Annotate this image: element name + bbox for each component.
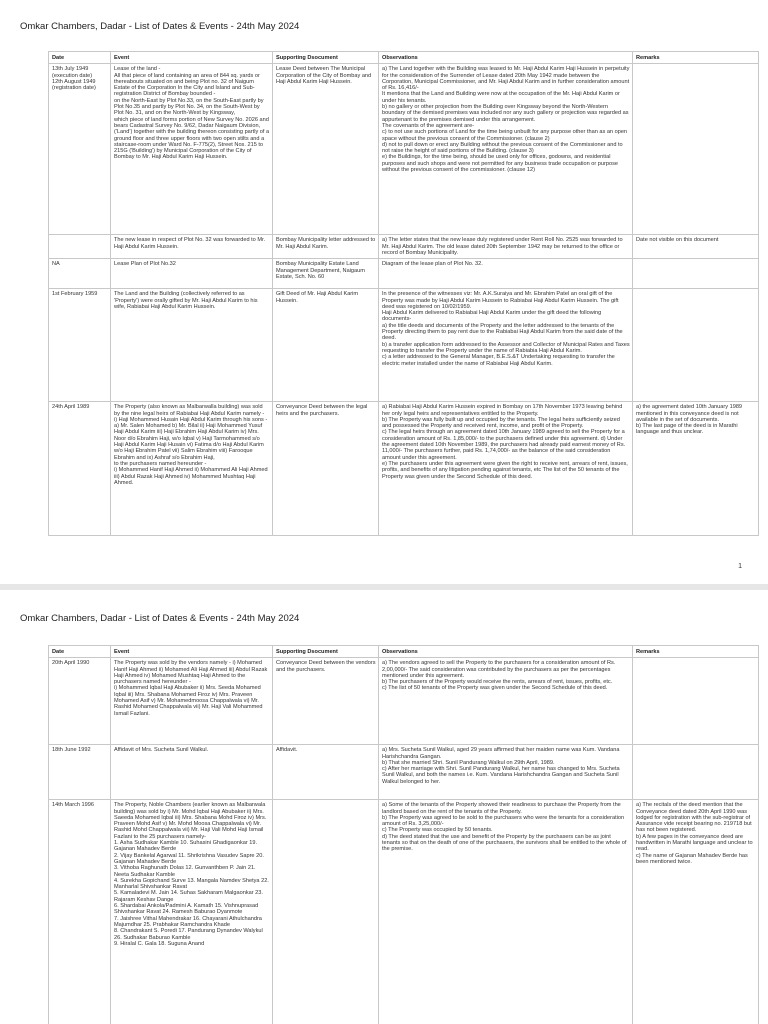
supporting-document-cell: Conveyance Deed between the vendors and the purchasers. — [273, 658, 379, 745]
column-header-date: Date — [49, 646, 111, 658]
observations-cell: a) The letter states that the new lease duly registered under Rent Roll No. 2525 was forwarded to Mr. Haji Abdul Karim. The old lease dated 20th September 1942 may be returned to the office or record of Bombay Municipality. — [379, 235, 633, 259]
remarks-cell — [633, 64, 759, 235]
table-row — [49, 402, 759, 536]
table-header-row — [49, 52, 759, 64]
document-title: Omkar Chambers, Dadar - List of Dates & Events - 24th May 2024 — [20, 613, 300, 624]
table-row — [49, 800, 759, 1024]
date-cell: 18th June 1992 — [49, 745, 111, 800]
remarks-cell: Date not visible on this document — [633, 235, 759, 259]
column-header-event: Event — [111, 52, 273, 64]
event-cell: Lease of the land - All that piece of land containing an area of 844 sq. yards or thereabouts situated on and being Plot no. 32 of Naigum Estate of the Corporation In the City and Island and Sub-registration District of Bombay bounded - on the North-East by Plot No.33, on the South-East partly by Plot No.35 and partly by Plot No. 34, on the South-West by Plot No. 31, and on the North-West by Kingsway, which piece of land forms portion of New Survey No. 2026 and bears Cadastral Survey No. 9/62, Dadar Naigaum Division, ('Land') together with the building thereon consisting partly of a ground floor and three upper floors with two open stilts and a staircase-room under Ward No. F-775(2), Street Nos. 215 to 215G ('Building') by Municipal Corporation of the City of Bombay to Mr. Haji Abdul Karim Haji Hussein. — [111, 64, 273, 235]
page-number: 1 — [738, 563, 742, 570]
event-cell: The Property, Noble Chambers (earlier known as Malbarwala building) was sold by i) Mr. Mohd Iqbal Haji Abubaker ii) Mrs. Saeeda Mohamed Iqbal iii) Mrs. Shabana Mohd Firoz iv) Mrs. Praveen Mohd Asif v) Mr. Mohd Moosa Chappalwala vi) Mr. Rashid Mohd Chappalwala vii) Mr. Haji Vali Mohd Haji Ismail Fazlani to the 25 purchasers namely- 1. Asha Sudhakar Kamble 10. Suhasini Ghadigaonkar 19. Gajanan Mahadev Berde 2. Vijay Bankelal Agarwal 11. Shrikrishna Vasudev Sapre 20. Gajanan Mahadev Berde 3. Vithoba Raghunath Dolas 12. Gunvanthben P. Jain 21. Neeta Sudhakar Kamble 4. Surekha Gopichand Surve 13. Mangala Namdev Shetya 22. Manharlal Shivshankar Ravat 5. Kamaladevi M. Jain 14. Suhas Sakharam Malgaonkar 23. Rajaram Keshav Dange 6. Shardabai Ankola/Padmini A. Kamath 15. Vishnuprasad Shivshankar Ravat 24. Ramesh Baburao Dyanmote 7. Jaishree Vithal Mahendrakar 16. Chayarani Athulchandra Majumdhar 25. Prabhakar Ramchandra Khade 8. Chandrakant S. Poredi 17. Pandurang Dynandev Walykul 26. Sudhakar Baburao Kamble 9. Hiralal C. Gala 18. Suguna Anand — [111, 800, 273, 1024]
column-header-observations: Observations — [379, 52, 633, 64]
event-cell: Lease Plan of Plot No.32 — [111, 259, 273, 289]
observations-cell: a) Mrs. Sucheta Sunil Walkul, aged 29 years affirmed that her maiden name was Kum. Vandana Harishchandra Gangan. b) That she married Shri. Sunil Pandurang Walkul on 29th April, 1989. c) After her marriage with Shri. Sunil Pandurang Walkul, her name has changed to Mrs. Sucheta Sunil Walkul, and both the names i.e. Kum. Vandana Harishchandra Gangan and Sucheta Sunil Walkul belonged to her. — [379, 745, 633, 800]
observations-cell: In the presence of the witnesses viz: Mr. A.K.Suraiya and Mr. Ebrahim Patel an oral gift of the Property was made by Haji Abdul Karim Hussein to Rabiabai Haji Abdul Karim Hussein. The gift deed was registered on 10/02/1959. Haji Abdul Karim delivered to Rabiabai Haji Abdul Karim under the gift deed the following documents- a) the title deeds and documents of the Property and the letter addressed to the tenants of the Property directing them to pay rent due to the Rabiabai Haji Abdul Karim from the said date of the deed. b) a transfer application form addressed to the Assessor and Collector of Municipal Rates and Taxes requesting to transfer the Property under the name of Rabiabia Haji Abdul Karim. c) a letter addressed to the General Manager, B.E.S.&T Undertaking requesting to transfer the electric meter installed under the name of Rabiabai Haji Abdul Karim. — [379, 289, 633, 402]
supporting-document-cell: Lease Deed between The Municipal Corporation of the City of Bombay and Haji Abdul Karim Haji Hussein. — [273, 64, 379, 235]
event-cell: The Land and the Building (collectively referred to as 'Property') were orally gifted by Mr. Haji Abdul Karim to his wife, Rabiabai Haji Abdul Karim Hussein. — [111, 289, 273, 402]
remarks-cell — [633, 745, 759, 800]
remarks-cell: a) The recitals of the deed mention that the Conveyance deed dated 20th April 1990 was lodged for registration with the sub-registrar of Assurance vide receipt bearing no. 219718 but has not been registered. b) A few pages in the conveyance deed are handwritten in Marathi language and unclear to read. c) The name of Gajanan Mahadev Berde has been mentioned twice. — [633, 800, 759, 1024]
column-header-observations: Observations — [379, 646, 633, 658]
table-row — [49, 235, 759, 259]
document-page-2 — [0, 590, 768, 1024]
supporting-document-cell: Bombay Municipality letter addressed to Mr. Haji Abdul Karim. — [273, 235, 379, 259]
remarks-cell: a) the agreement dated 10th January 1989 mentioned in this conveyance deed is not available in the set of documents. b) The last page of the deed is in Marathi language and thus unclear. — [633, 402, 759, 536]
date-cell: 24th April 1989 — [49, 402, 111, 536]
column-header-supporting-document: Supporting Dsocument — [273, 52, 379, 64]
supporting-document-cell: Gift Deed of Mr. Haji Abdul Karim Hussein. — [273, 289, 379, 402]
observations-cell: a) The vendors agreed to sell the Property to the purchasers for a consideration amount of Rs. 2,00,000/- The said consideration was contributed by the purchasers as per the percentages mentioned under this agreement. b) The purchasers of the Property would receive the rents, arrears of rent, issues, profits, etc. c) The list of 50 tenants of the Property was given under the Second Schedule of this deed. — [379, 658, 633, 745]
remarks-cell — [633, 259, 759, 289]
table-row — [49, 259, 759, 289]
event-cell: The Property was sold by the vendors namely - i) Mohamed Hanif Haji Ahmed ii) Mohamed Ali Haji Ahmed iii) Abdul Razak Haji Ahmed iv) Mohamed Mushtaq Haji Ahmed to the purchasers named hereunder - i) Mohammed Iqbal Haji Abubaker ii) Mrs. Seeda Mohamed Iqbal iii) Mrs. Shabana Mohamed Firoz iv) Mrs. Praveen Mohamed Asif v) Mr. Mohamedmoosa Chappalwala vi) Mr. Rashid Mohamed Chappalwala vii) Mr. Haji Vali Mohammed Ismail Fazlani. — [111, 658, 273, 745]
remarks-cell — [633, 289, 759, 402]
table-row — [49, 745, 759, 800]
event-cell: Affidavit of Mrs. Sucheta Sunil Walkul. — [111, 745, 273, 800]
remarks-cell — [633, 658, 759, 745]
observations-cell: a) Rabiabai Haji Abdul Karim Hussein expired in Bombay on 17th November 1973 leaving behind her only legal heirs and representatives entitled to the Property. b) The Property was fully built up and occupied by the tenants. The legal heirs sufficiently seized and possessed the Property and received rent, income, and profit of the Property. c) The legal heirs through an agreement dated 10th January 1989 agreed to sell the Property for a consideration amount of Rs. 1,85,000/- to the purchasers defined under this agreement. d) Under the agreement dated 10th November 1989, the purchasers had already paid earnest money of Rs. 11,000/- The purchasers further, paid Rs. 1,74,000/- as the balance of the said consideration amount under this agreement. e) The purchasers under this agreement were given the right to receive rent, arrears of rent, issues, profits, and benefits of any litigation pending against tenants, etc The list of the 50 tenants of the Property was given under the Second Schedule of this deed. — [379, 402, 633, 536]
table-row — [49, 64, 759, 235]
observations-cell: a) Some of the tenants of the Property showed their readiness to purchase the Property from the landlord based on the rent of the tenants of the Property. b) The Property was agreed to be sold to the purchasers who were the tenants for a consideration amount of Rs. 3,25,000/- c) The Property was occupied by 50 tenants. d) The deed stated that the use and benefit of the Property by the purchasers can be as joint tenants so that on the death of one of the purchasers, the survivors shall be entitled to the whole of the premise. — [379, 800, 633, 1024]
column-header-supporting-document: Supporting Dsocument — [273, 646, 379, 658]
date-cell — [49, 235, 111, 259]
supporting-document-cell: Conveyance Deed between the legal heirs and the purchasers. — [273, 402, 379, 536]
events-table — [48, 645, 759, 1024]
table-header-row — [49, 646, 759, 658]
event-cell: The new lease in respect of Plot No. 32 was forwarded to Mr. Haji Abdul Karim Hussein. — [111, 235, 273, 259]
column-header-date: Date — [49, 52, 111, 64]
events-table — [48, 51, 759, 536]
document-title: Omkar Chambers, Dadar - List of Dates & Events - 24th May 2024 — [20, 21, 300, 32]
column-header-event: Event — [111, 646, 273, 658]
date-cell: 14th March 1996 — [49, 800, 111, 1024]
observations-cell: Diagram of the lease plan of Plot No. 32. — [379, 259, 633, 289]
supporting-document-cell: Affidavit. — [273, 745, 379, 800]
date-cell: 13th July 1949 (execution date) 12th August 1949 (registration date) — [49, 64, 111, 235]
observations-cell: a) The Land together with the Building was leased to Mr. Haji Abdul Karim Haji Hussein in perpetuity for the consideration of the Surrender of Lease dated 20th May 1942 made between the Corporation, Municipal Commissioner, and Mr. Haji Abdul Karim and in further consideration amount of Rs. 16,416/- It mentions that the Land and Building were now at the occupation of the Mr. Haji Abdul Karim or under his tenants. b) no gallery or other projection from the Building over Kingsway beyond the North-Western boundary of the demised premises was included nor any such gallery or projection was regarded as appurtenant to the premises demised under this arrangement. The covenants of the agreement are- c) to not use such portions of Land for the time being unbuilt for any purpose other than as an open space without the previous consent of the Commissioner. (clause 2) d) not to pull down or erect any Building without the previous consent of the Commissioner and to not raise the height of said portions of the Building. (clause 3) e) the Buildings, for the time being, should be used only for offices, godowns, and residential purposes and such shops and were not permitted for any business trade occupation or purpose without the previous consent of the commissioner. (clause 12) — [379, 64, 633, 235]
supporting-document-cell: Bombay Municipality Estate Land Management Department, Naigaum Estate, Sch. No. 60 — [273, 259, 379, 289]
column-header-remarks: Remarks — [633, 52, 759, 64]
event-cell: The Property (also known as Malbarwalla building) was sold by the nine legal heirs of Rabiabai Haji Abdul Karim namely - i) Haji Mohammed Husain Haji Abdul Karim through his sons - a) Mr. Salen Mohamed b) Mr. Bilal ii) Haji Mohammed Yusuf Haji Abdul Karim iii) Haji Ebrahim Haji Abdul Karim iv) Mrs. Noor d/o Ebrahim Haji, w/o Iqbal v) Haji Tarmohammed s/o Haji Abdul Karim Haji Husain vi) Fatima d/o Haji Abdul Karim w/o Haji Ebrahim Patel vii) Salim Ebrahim viii) Farooque Ebrahim and ix) Ashraf s/o Ebrahim Haji, to the purchasers named hereunder - i) Mohammed Hanif Haji Ahmed ii) Mohammed Ali Haji Ahmed iii) Abdul Razak Haji Ahmed iv) Mohammed Mushtaq Haji Ahmed. — [111, 402, 273, 536]
table-row — [49, 658, 759, 745]
table-row — [49, 289, 759, 402]
supporting-document-cell — [273, 800, 379, 1024]
date-cell: 1st February 1959 — [49, 289, 111, 402]
date-cell: NA — [49, 259, 111, 289]
date-cell: 20th April 1990 — [49, 658, 111, 745]
column-header-remarks: Remarks — [633, 646, 759, 658]
